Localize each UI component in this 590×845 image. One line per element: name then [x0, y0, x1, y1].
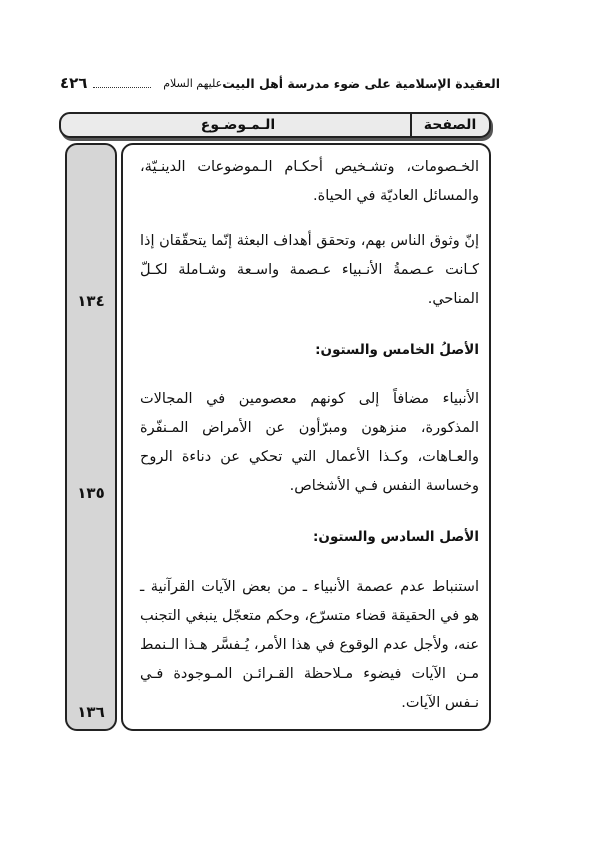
topic-column-header: الـمـوضـوع — [200, 117, 276, 133]
section-heading: الأصلُ الخامس والستون: — [315, 342, 479, 358]
page-column-header: الصفحة — [423, 117, 477, 133]
running-head — [60, 72, 500, 94]
topic-page-number: ١٣٦ — [77, 703, 105, 721]
topic-page-number: ١٣٤ — [77, 292, 105, 310]
book-title: العقيدة الإسلامية على ضوء مدرسة أهل البيت — [222, 75, 500, 91]
topic-paragraph: الأنبياء مضافاً إلى كونهم معصومين في المجالات المذكورة، منزهون ومبرّأون عن الأمراض المـنفّرة والعـاهات، وكـذا الأعمال التي تحكي عن دناءة الروح وخساسة النفس فـي الأشخاص. — [140, 391, 479, 494]
section-heading: الأصل السادس والستون: — [313, 529, 479, 545]
column-divider — [410, 114, 412, 137]
page-number: ٤٢٦ — [60, 74, 88, 92]
topic-page-number: ١٣٥ — [77, 484, 105, 502]
topic-paragraph: إنّ وثوق الناس بهم، وتحقق أهداف البعثة إنّما يتحقّقان إذا كـانت عـصمةُ الأنـبياء عـصمة واسـعة وشـاملة لكـلّ المناحي. — [140, 233, 479, 307]
page-numbers-column — [65, 143, 117, 731]
dotted-leader — [93, 87, 151, 88]
honorific-emblem: عليهم السلام — [163, 76, 223, 90]
topic-paragraph: استنباط عدم عصمة الأنبياء ـ من بعض الآيات القرآنية ـ هو في الحقيقة قضاء متسرّع، وحكم متعجّل ينبغي التجنب عنه، ولأجل عدم الوقوع في هذا الأمر، يُـفسَّر هـذا الـنمط مـن الآيات فيضوء مـلاحظة القـرائـن المـوجودة فـي نـفس الآيات. — [140, 579, 479, 711]
topic-paragraph: الخـصومات، وتشـخيص أحكـام الـموضوعات الدينـيّة، والمسائل العاديّة في الحياة. — [140, 159, 479, 204]
